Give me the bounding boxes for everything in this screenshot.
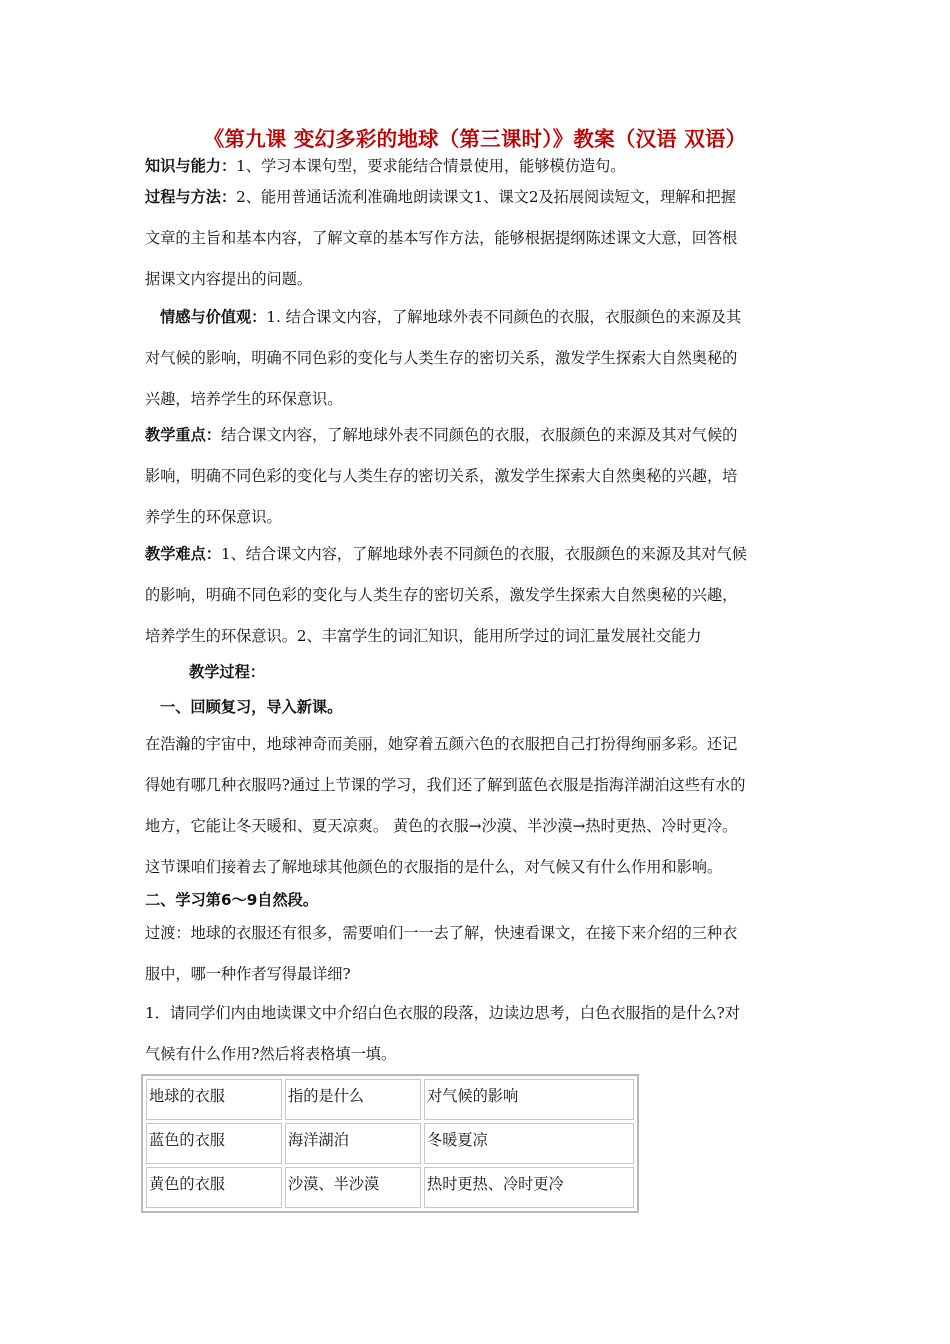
emotion-line: 1. 结合课文内容，了解地球外表不同颜色的衣服，衣服颜色的来源及其 (266, 308, 742, 326)
table-cell: 海洋湖泊 (285, 1123, 421, 1164)
table-header-cell: 对气候的影响 (424, 1079, 634, 1120)
section2-heading: 二、学习第6～9自然段。 (145, 891, 319, 909)
key-points (145, 415, 825, 538)
difficulties-line: 的影响，明确不同色彩的变化与人类生存的密切关系，激发学生探索大自然奥秘的兴趣， (145, 586, 738, 604)
key-points-label: 教学重点： (145, 426, 221, 444)
knowledge-text: 1、学习本课句型，要求能结合情景使用，能够模仿造句。 (236, 157, 626, 175)
table-cell: 热时更热、冷时更冷 (424, 1167, 634, 1208)
table-header-cell: 地球的衣服 (146, 1079, 282, 1120)
process-label: 过程与方法： (145, 188, 237, 206)
knowledge-label: 知识与能力： (145, 157, 237, 175)
table-cell: 沙漠、半沙漠 (285, 1167, 421, 1208)
emotion-objective-cont (145, 338, 825, 420)
emotion-label: 情感与价值观： (160, 308, 267, 326)
task-line: 1．请同学们内由地读课文中介绍白色衣服的段落，边读边思考，白色衣服指的是什么?对 (145, 1004, 740, 1022)
key-points-line: 养学生的环保意识。 (145, 508, 282, 526)
section1-line: 地方，它能让冬天暖和、夏天凉爽。 黄色的衣服→沙漠、半沙漠→热时更热、冷时更冷。 (145, 817, 738, 835)
section2-task (145, 993, 825, 1075)
table-cell: 黄色的衣服 (146, 1167, 282, 1208)
process-line: 据课文内容提出的问题。 (145, 270, 313, 288)
earth-clothes-table (141, 1074, 639, 1213)
emotion-objective (160, 297, 840, 338)
section1-body (145, 724, 825, 888)
transition-line: 服中，哪一种作者写得最详细? (145, 965, 351, 983)
difficulties-line: 1、结合课文内容，了解地球外表不同颜色的衣服，衣服颜色的来源及其对气候 (220, 545, 747, 563)
section1-line: 在浩瀚的宇宙中，地球神奇而美丽，她穿着五颜六色的衣服把自己打扮得绚丽多彩。还记 (145, 735, 738, 753)
emotion-line: 兴趣，培养学生的环保意识。 (145, 390, 343, 408)
process-objective (145, 177, 825, 300)
section2-transition (145, 913, 825, 995)
task-line: 气候有什么作用?然后将表格填一填。 (145, 1045, 397, 1063)
section1-line: 这节课咱们接着去了解地球其他颜色的衣服指的是什么，对气候又有什么作用和影响。 (145, 858, 723, 876)
transition-line: 过渡：地球的衣服还有很多，需要咱们一一去了解，快速看课文，在接下来介绍的三种衣 (145, 924, 738, 942)
table-header-row (146, 1079, 634, 1120)
section1-line: 得她有哪几种衣服吗?通过上节课的学习，我们还了解到蓝色衣服是指海洋湖泊这些有水的 (145, 776, 746, 794)
process-heading: 教学过程： (189, 663, 265, 681)
difficulties (145, 534, 825, 657)
section1-heading: 一、回顾复习，导入新课。 (160, 698, 343, 716)
table-cell: 冬暖夏凉 (424, 1123, 634, 1164)
table-cell: 蓝色的衣服 (146, 1123, 282, 1164)
difficulties-label: 教学难点： (145, 545, 221, 563)
emotion-line: 对气候的影响，明确不同色彩的变化与人类生存的密切关系，激发学生探索大自然奥秘的 (145, 349, 738, 367)
process-line: 2、能用普通话流利准确地朗读课文1、课文2及拓展阅读短文，理解和把握 (236, 188, 736, 206)
difficulties-line: 培养学生的环保意识。2、丰富学生的词汇知识，能用所学过的词汇量发展社交能力 (145, 627, 702, 645)
key-points-line: 结合课文内容，了解地球外表不同颜色的衣服，衣服颜色的来源及其对气候的 (220, 426, 738, 444)
document-title: 《第九课 变幻多彩的地球（第三课时）》教案（汉语 双语） (203, 127, 747, 151)
table-row (146, 1123, 634, 1164)
table-row (146, 1167, 634, 1208)
process-line: 文章的主旨和基本内容，了解文章的基本写作方法，能够根据提纲陈述课文大意，回答根 (145, 229, 738, 247)
table-header-cell: 指的是什么 (285, 1079, 421, 1120)
key-points-line: 影响，明确不同色彩的变化与人类生存的密切关系，激发学生探索大自然奥秘的兴趣，培 (145, 467, 738, 485)
